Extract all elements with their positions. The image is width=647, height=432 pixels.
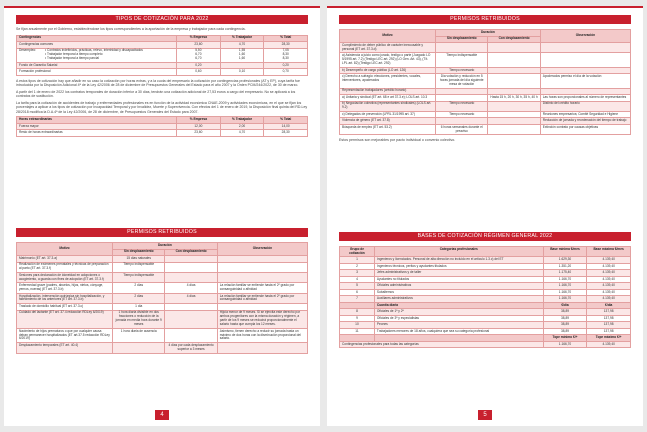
permisos-cont-table [339, 29, 631, 135]
bases-categoria: Trabajadores menores de 18 años, cualquiera que sea su categoría profesional [374, 328, 543, 335]
permiso-obs: La relación familiar se entiende hasta el 2º grado por consanguinidad o afinidad [217, 293, 307, 303]
bases-min: 1.175,40 [543, 270, 587, 277]
desempleo-item: • Trabajador temporal a tiempo completo [45, 53, 174, 57]
permiso-sin: 6 horas semanales durante el preaviso [436, 124, 488, 134]
permiso-motivo: Nacimiento de hijos prematuros o que por cualquier causa deban permanecer hospitalizados (ET art.37.5 redacción RDLey 6/2019) [17, 328, 113, 342]
horas-cell: 14,00 [264, 123, 308, 130]
tipos-cell: 0,20 [177, 62, 221, 69]
permiso-sin: 2 días [113, 293, 165, 303]
permiso-con [165, 328, 217, 342]
tipos-title: TIPOS DE COTIZACIÓN PARA 2022 [16, 15, 308, 24]
permiso-obs: Reducción de jornada y reordenación del tiempo de trabajo [540, 118, 630, 125]
bases-max: 137,98 [587, 315, 631, 322]
horas-row-label: Fuerza mayor [17, 123, 177, 130]
bases-max: 4.139,40 [587, 283, 631, 290]
permiso-obs: Asimismo, tienen derecho a reducir su jornada hasta un máximo de dos horas con la disminución proporcional del salario. [217, 328, 307, 342]
desempleo-item: • Contratos indefinidos, prácticas, relevo, interinidad y discapacitados [45, 49, 174, 53]
permisos-h-duracion: Duración [113, 243, 218, 250]
permisos-cont-title: PERMISOS RETRIBUIDOS [339, 15, 631, 24]
bases-min: 38,89 [543, 315, 587, 322]
horas-h1: % Empresa [177, 117, 221, 124]
permisos-h-sin: Sin desplazamiento [113, 249, 165, 256]
permisos-title: PERMISOS RETRIBUIDOS [16, 228, 308, 237]
table-row [17, 310, 308, 328]
tipos-p1: A estos tipos de cotización hay que añadir en su caso la cotización por horas extras, y a la cuota del empresario la cotización por contingencias profesionales (AT y EP), cuya tarifa fue introducida por la Disposición Adicional 4ª de la Ley 42/2006 de 28 de diciembre de Presupuestos Generales del Estado para el año 2007 y la Orden PCM/244/2022, de 30 de marzo. [16, 78, 300, 88]
horas-h0: Horas extraordinarias [17, 117, 177, 124]
permiso-con: Hasta 15 h, 20 h, 30 h, 35 h, 40 h [488, 95, 540, 102]
bases-max: 4.139,40 [587, 276, 631, 283]
permiso-con: 4 días [165, 283, 217, 293]
permisos-section [16, 228, 308, 354]
permiso-sin: 1 hora diaria de ausencia [113, 328, 165, 342]
tipos-cell: 0,70 [264, 69, 308, 76]
permiso-sin: 1 hora diaria divisible en dos fracciones o reducción de la jornada en media hora durante 9 meses [113, 310, 165, 328]
permiso-motivo: a) Asistencia a juicio como jurado, testigo o parte (Juzgado LO 5/1995 art. 7.2) (Testigo LEC art. 292) (LO Gen. Art. 43), (Tít. LPL art. 82) (Testigo LEC art. 292) [340, 53, 436, 67]
table-row [17, 262, 308, 272]
tipos-cell: 23,60 [177, 42, 221, 49]
horas-cell: 4,70 [220, 130, 264, 137]
bases-grupo: 1 [340, 257, 375, 264]
permiso-motivo: Búsqueda de empleo (ET art. 53.2) [340, 124, 436, 134]
bases-footer-max: 4.139,40 [587, 341, 631, 348]
horas-row-label: Resto de horas extraordinarias [17, 130, 177, 137]
table-row [340, 124, 631, 134]
permiso-motivo: Sesiones para declaración de idoneidad en adopciones o acogimiento, a guarda con fines de adopción (ET art. 37.3.f) [17, 272, 113, 282]
tipos-row-label: Fondo de Garantía Salarial [17, 62, 177, 69]
permiso-con: 4 días por cada desplazamiento superior a 3 meses [165, 343, 217, 353]
bases-categoria: Oficiales administrativos [374, 283, 543, 290]
bases-max: 4.139,40 [587, 257, 631, 264]
permisos-cont-section [339, 15, 631, 142]
permiso-con [165, 272, 217, 282]
table-row [17, 272, 308, 282]
tipos-h0: Contingencias [17, 35, 177, 42]
horas-cell: 2,00 [220, 123, 264, 130]
bases-min: 38,89 [543, 328, 587, 335]
permiso-obs: Distinto del crédito horario [540, 101, 630, 111]
permisos-h-duracion: Duración [436, 30, 541, 37]
tipos-cell: 5,50 6,70 6,70 [177, 48, 221, 62]
permiso-obs [540, 43, 630, 53]
permiso-sin: Tiempo necesario [436, 67, 488, 74]
permiso-sin [113, 343, 165, 353]
tipos-intro: Se fijan anualmente por el Gobierno, estableciéndose los tipos correspondientes a la aportación de la empresa y trabajador para cada contingencia. [16, 27, 246, 31]
permiso-con [488, 53, 540, 67]
table-row [340, 43, 631, 53]
tipos-p3: La tarifa para la cotización de accidentes de trabajo y enfermedades profesionales es en función de la actividad económica CNAE-2009 y actividades económicas, en el que se fijan los porcentajes a aplicar a los tipos de cotización por Incapacidad Temporal y por Invalidez, Muerte y Supervivencia. Con efectos del 1 de enero de 2019, la Disposición final quinta del RD-Ley 28/2018 modifica la D.A.4ª de la Ley 42/2006, de 28 de diciembre, de Presupuestos Generales del Estado para 2007. [16, 100, 308, 114]
tipos-cell: 0,10 [220, 69, 264, 76]
bases-max: 137,98 [587, 328, 631, 335]
table-row [17, 343, 308, 353]
bases-categoria: Jefes administrativos y de taller [374, 270, 543, 277]
permiso-obs: Hijo/a menor de 9 meses. Si se ejercita este derecho por ambos progenitores con la misma duración y régimen, a partir de los 9 meses se reducirá proporcionalmente el salario hasta que cumpla los 12 meses. [217, 310, 307, 328]
bases-title: BASES DE COTIZACIÓN RÉGIMEN GENERAL 2022 [339, 232, 631, 241]
bases-grupo: 8 [340, 309, 375, 316]
tipos-h3: % Total [264, 35, 308, 42]
tipos-paragraphs [16, 79, 308, 115]
permisos-h-obs: Observación [217, 243, 307, 256]
permiso-sin: 1 día [113, 304, 165, 311]
tipos-h1: % Empresa [177, 35, 221, 42]
permiso-motivo: c) Delegados de prevención (LPRL 31/1995 art. 37) [340, 111, 436, 118]
bases-categoria: Ayudantes no titulados [374, 276, 543, 283]
tipos-row-label: Desempleo: [19, 48, 37, 53]
bases-min: 1.166,70 [543, 296, 587, 303]
permiso-con [488, 74, 540, 88]
permisos-h-con: Con desplazamiento [165, 249, 217, 256]
permiso-obs: Reuniones empresarios; Comité Seguridad e Higiene [540, 111, 630, 118]
horas-cell: 28,30 [264, 130, 308, 137]
permiso-con [488, 43, 540, 53]
bases-min: 1.629,30 [543, 257, 587, 264]
bases-max: 4.139,40 [587, 263, 631, 270]
tipos-section [16, 15, 308, 137]
bases-tope-min: Tope mínimo €/+ [543, 335, 587, 342]
permiso-con [165, 310, 217, 328]
permiso-obs [217, 262, 307, 272]
bases-max: 137,98 [587, 322, 631, 329]
permisos-h-obs: Observación [540, 30, 630, 43]
bases-categoria: Ingenieros y licenciados. Personal de alta dirección no incluido en el artículo 1.3.c) del ET [374, 257, 543, 264]
table-row [340, 101, 631, 111]
bases-grupo: 2 [340, 263, 375, 270]
permiso-motivo: Cuidado del lactante (ET art. 37.4 redacción RDLey 6/2019) [17, 310, 113, 328]
horas-cell: 12,00 [177, 123, 221, 130]
bases-max: 4.139,40 [587, 270, 631, 277]
permiso-sin: Tiempo indispensable [113, 262, 165, 272]
permiso-obs [217, 343, 307, 353]
bases-h3: Base máxima €/mes [587, 247, 631, 257]
permiso-sin: Día votación y reducción en 5 horas jornada del día siguiente mesa de votación [436, 74, 488, 88]
desempleo-item: • Trabajador temporal a tiempo parcial [45, 57, 174, 61]
bases-daily-min-h: €/día [543, 302, 587, 309]
bases-grupo: 7 [340, 296, 375, 303]
page-number: 5 [478, 410, 492, 420]
permiso-motivo: Matrimonio (ET art. 37.3.a) [17, 256, 113, 263]
horas-h3: % Total [264, 117, 308, 124]
tipos-table [16, 35, 308, 76]
bases-h2: Base mínima €/mes [543, 247, 587, 257]
horas-table [16, 116, 308, 137]
permiso-obs [217, 272, 307, 282]
bases-grupo: 9 [340, 315, 375, 322]
tipos-h2: % Trabajador [220, 35, 264, 42]
permiso-motivo: b) Negociación colectiva (representantes sindicales) (LOLS art. 9.2) [340, 101, 436, 111]
bases-categoria: Subalternos [374, 289, 543, 296]
permisos-table [16, 242, 308, 354]
bases-footer-label: Contingencias profesionales para todas las categorías [340, 341, 544, 348]
bases-tope-max: Tope máximo €/+ [587, 335, 631, 342]
permiso-motivo: Desplazamiento temporales (ET art. 40.4) [17, 343, 113, 353]
bases-categoria: Auxiliares administrativos [374, 296, 543, 303]
left-page [4, 6, 320, 426]
tipos-cell: 0,20 [264, 62, 308, 69]
permiso-obs [540, 53, 630, 67]
permiso-sin [436, 43, 488, 53]
table-row [17, 293, 308, 303]
right-page [327, 6, 643, 426]
bases-section [339, 232, 631, 348]
permiso-motivo: Realización de exámenes prenatales y técnicas de preparación al parto (ET art. 37.3.f) [17, 262, 113, 272]
permiso-sin: Tiempo necesario [436, 101, 488, 111]
permiso-con [488, 101, 540, 111]
permiso-sin: Tiempo indispensable [113, 272, 165, 282]
permiso-motivo: b) Desempeño de cargo público (LO art. 126) [340, 67, 436, 74]
permisos-h-motivo: Motivo [340, 30, 436, 43]
bases-categoria: Oficiales de 3ª y especialistas [374, 315, 543, 322]
permiso-motivo: Cumplimiento de deber público de carácter inexcusable y personal (ET art. 37.3.d) [340, 43, 436, 53]
permiso-sin: 2 días [113, 283, 165, 293]
bases-grupo: 10 [340, 322, 375, 329]
bases-max: 137,98 [587, 309, 631, 316]
bases-categoria: Ingenieros técnicos, peritos y ayudantes titulados [374, 263, 543, 270]
permiso-sin: Tiempo indispensable [436, 53, 488, 67]
bases-min: 1.351,20 [543, 263, 587, 270]
permiso-motivo: Representación trabajadores (crédito horario) [340, 88, 436, 95]
permiso-obs: Extinción contrato por causas objetivas [540, 124, 630, 134]
permiso-motivo: Violencia de género (ET art. 37.8) [340, 118, 436, 125]
table-row [17, 328, 308, 342]
bases-daily-max-h: €/día [587, 302, 631, 309]
permiso-sin: 15 días naturales [113, 256, 165, 263]
permisos-h-con: Con desplazamiento [488, 36, 540, 43]
permisos-h-sin: Sin desplazamiento [436, 36, 488, 43]
permiso-motivo: Traslado de domicilio habitual (ET art. 37.3.c) [17, 304, 113, 311]
bases-h1: Categorías profesionales [374, 247, 543, 257]
bases-max: 4.139,40 [587, 296, 631, 303]
bases-grupo: 11 [340, 328, 375, 335]
tipos-cell: 0,60 [177, 69, 221, 76]
bases-categoria: Peones [374, 322, 543, 329]
bases-min: 38,89 [543, 322, 587, 329]
permiso-obs: Apoderados permiso el día de la votación [540, 74, 630, 88]
tipos-cell: 7,05 8,30 8,30 [264, 48, 308, 62]
permiso-con [488, 124, 540, 134]
bases-grupo: 5 [340, 283, 375, 290]
bases-min: 1.166,70 [543, 276, 587, 283]
permisos-note: Estos permisos son mejorables por pacto individual o convenio colectivo. [339, 138, 456, 143]
permiso-motivo: Hospitalización, intervención quirúrgica sin hospitalización, y fallecimiento de los anteriores (ET art. 37.3.b) [17, 293, 113, 303]
horas-cell: 23,60 [177, 130, 221, 137]
tipos-row-label: Contingencias comunes [17, 42, 177, 49]
permiso-obs: La relación familiar se entiende hasta el 2º grado por consanguinidad o afinidad [217, 283, 307, 293]
bases-categoria: Oficiales de 1ª y 2ª [374, 309, 543, 316]
bases-grupo: 4 [340, 276, 375, 283]
page-number: 4 [155, 410, 169, 420]
bases-h0: Grupo de cotización [340, 247, 375, 257]
bases-footer-min: 1.166,70 [543, 341, 587, 348]
table-row [340, 74, 631, 88]
permiso-obs: Las horas son proporcionales al número de representantes [540, 95, 630, 102]
permiso-con: 4 días [165, 293, 217, 303]
permiso-sin: Tiempo necesario [436, 111, 488, 118]
tipos-p2: A partir del 1 de enero de 2022 los contratos temporales de duración inferior a 30 días, tendrán una cotización adicional de 27,53 euros a cargo del empresario. No se aplicará a los contratos de sustitución. [16, 89, 296, 99]
permiso-con [165, 262, 217, 272]
tipos-row-label: Formación profesional [17, 69, 177, 76]
table-row [340, 53, 631, 67]
tipos-cell: 4,70 [220, 42, 264, 49]
table-row [17, 283, 308, 293]
permiso-motivo: Enfermedad grave (padres, abuelos, hijos, nietos, cónyuge, yernos, nueras) (ET art. 37.3.b) [17, 283, 113, 293]
bases-min: 1.166,70 [543, 289, 587, 296]
permiso-motivo: a) Unitaria y sindical (ET art. 68 e art 37.3.e); LOLS art. 10.3 [340, 95, 436, 102]
tipos-cell: 1,55 1,60 1,60 [220, 48, 264, 62]
bases-grupo: 6 [340, 289, 375, 296]
bases-min: 38,89 [543, 309, 587, 316]
bases-daily-header: Cuantía diaria [374, 302, 543, 309]
permiso-motivo: c) Derecho a sufragio: elecciones, presidentes, vocales, interventores, apoderados [340, 74, 436, 88]
tipos-cell: 28,30 [264, 42, 308, 49]
horas-h2: % Trabajador [220, 117, 264, 124]
bases-grupo: 3 [340, 270, 375, 277]
bases-min: 1.166,70 [543, 283, 587, 290]
permisos-h-motivo: Motivo [17, 243, 113, 256]
tipos-row-desempleo [17, 48, 177, 62]
bases-max: 4.139,40 [587, 289, 631, 296]
bases-table [339, 246, 631, 348]
